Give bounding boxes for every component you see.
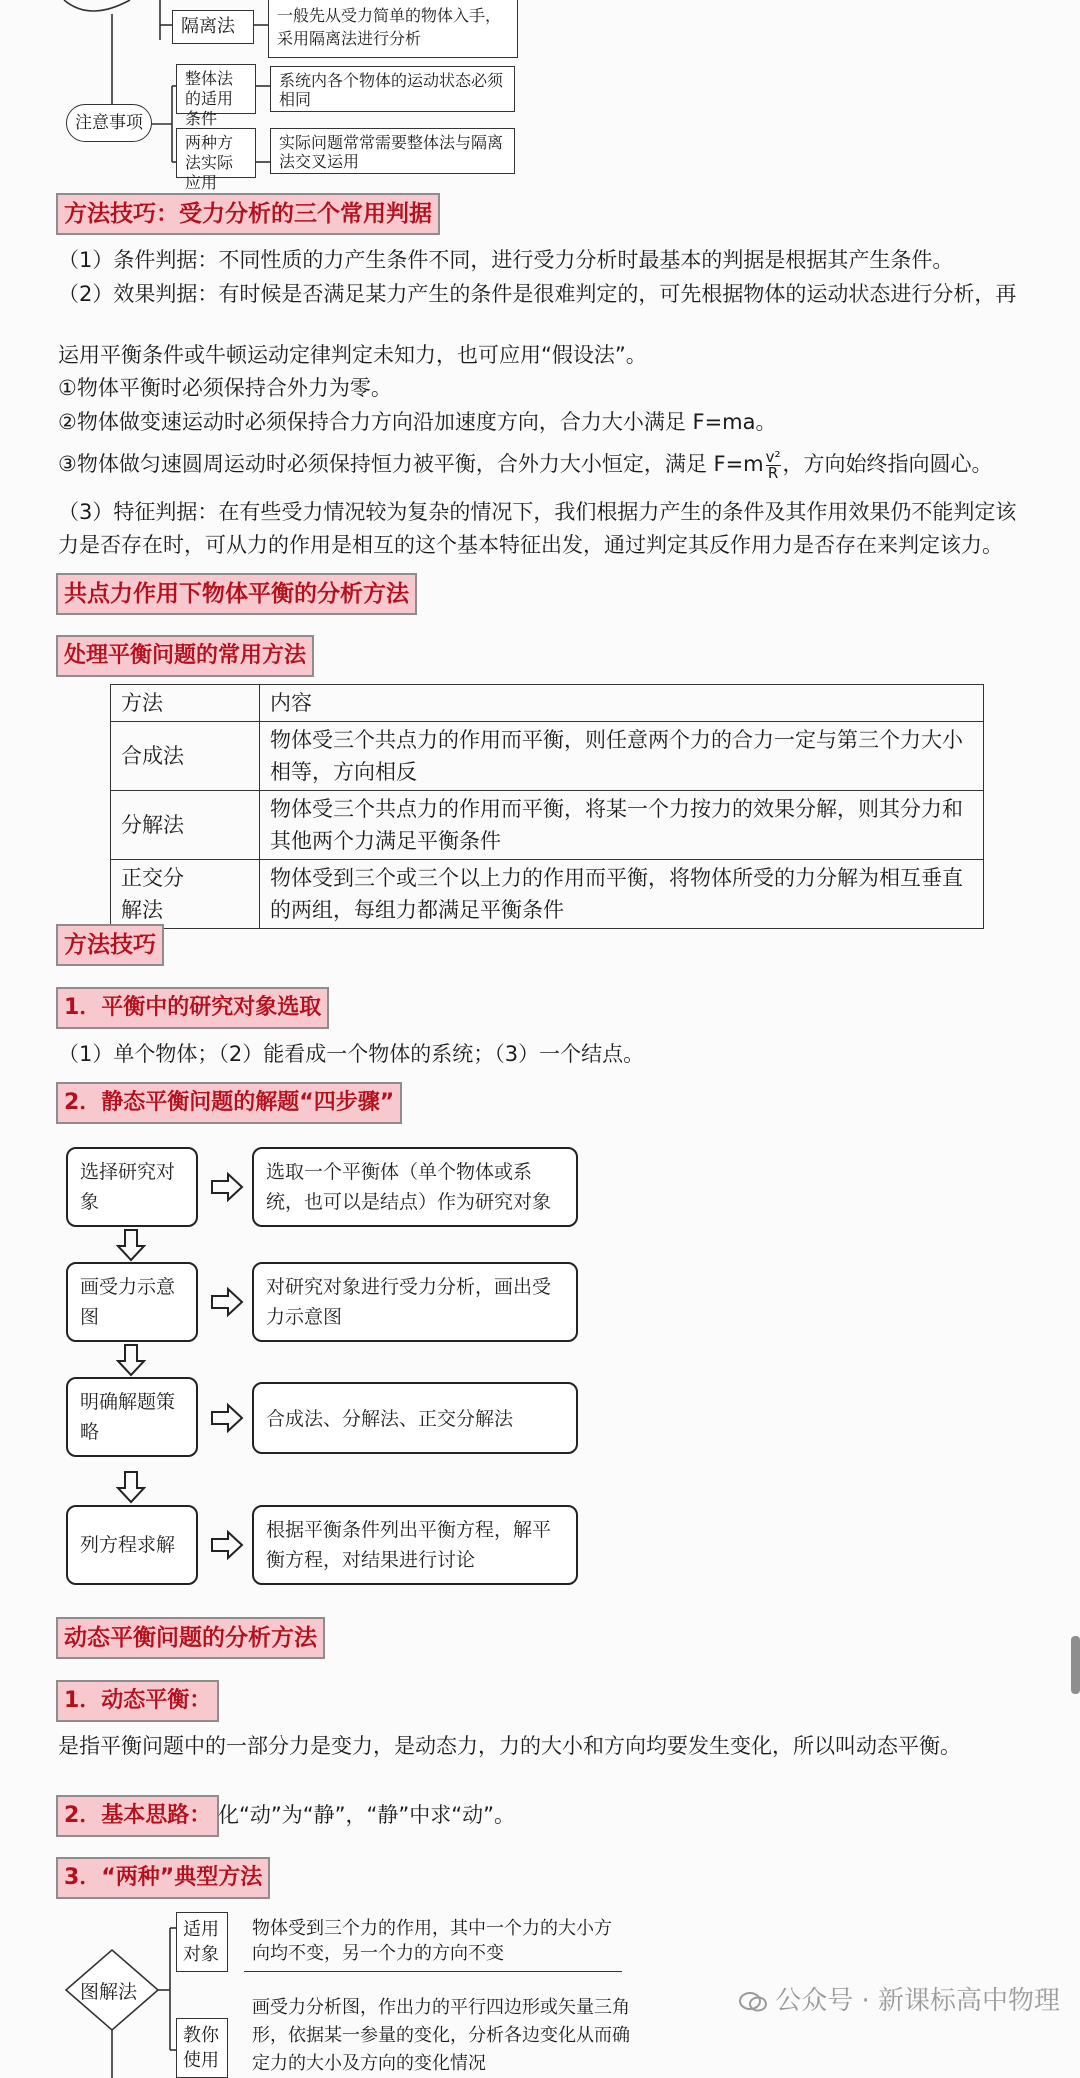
arrow-right-icon (210, 1403, 244, 1433)
cell-line: 解法 (121, 898, 163, 922)
table-header-method: 方法 (111, 685, 260, 722)
cell-line: 物体受三个共点力的作用而平衡，将某一个力按力的效果分解，则其分力和 (270, 797, 963, 821)
text-line: 化“动”为“静”，“静”中求“动”。 (218, 1803, 516, 1827)
practice-desc: 实际问题常常需要整体法与隔离法交叉运用 (270, 128, 515, 174)
table-cell-content (260, 860, 984, 929)
table-header-content: 内容 (260, 685, 984, 722)
text-line: （2）效果判据：有时候是否满足某力产生的条件是很难判定的，可先根据物体的运动状态进行分析，再 (58, 282, 1017, 306)
text-line: （1）单个物体；（2）能看成一个物体的系统；（3）一个结点。 (58, 1042, 645, 1066)
watermark-text: 公众号 · 新课标高中物理 (775, 1986, 1060, 2016)
heading-dynamic-equilibrium: 1．动态平衡： (56, 1680, 219, 1722)
scrollbar-thumb[interactable] (1071, 1636, 1080, 1694)
step-left-box: 选择研究对象 (66, 1147, 198, 1227)
heading-four-steps: 2．静态平衡问题的解题“四步骤” (56, 1082, 402, 1124)
cell-line: 物体受三个共点力的作用而平衡，则任意两个力的合力一定与第三个力大小 (270, 728, 963, 752)
step-right-box: 根据平衡条件列出平衡方程，解平衡方程，对结果进行讨论 (252, 1505, 578, 1585)
wechat-icon (739, 1991, 767, 2013)
watermark (739, 1980, 1060, 2017)
section-title-equilibrium-methods: 共点力作用下物体平衡的分析方法 (56, 573, 417, 615)
section-title-force-criteria: 方法技巧：受力分析的三个常用判据 (56, 193, 440, 235)
arrow-right-icon (210, 1530, 244, 1560)
heading-basic-idea: 2．基本思路： (56, 1795, 219, 1837)
fraction (765, 447, 781, 482)
subtitle-common-methods: 处理平衡问题的常用方法 (56, 635, 314, 677)
table-cell-content (260, 791, 984, 860)
heading-two-methods: 3．“两种”典型方法 (56, 1857, 270, 1899)
arrow-right-icon (210, 1287, 244, 1317)
whole-method-condition-desc: 系统内各个物体的运动状态必须相同 (270, 66, 515, 112)
cell-line: 物体受到三个或三个以上力的作用而平衡，将物体所受的力分解为相互垂直 (270, 866, 963, 890)
text-line: 力是否存在时，可从力的作用是相互的这个基本特征出发，通过判定其反作用力是否存在来判定该力。 (58, 533, 1003, 557)
text-line: ①物体平衡时必须保持合外力为零。 (58, 376, 392, 400)
step-right-box: 对研究对象进行受力分析，画出受力示意图 (252, 1262, 578, 1342)
how-to-use-desc: 画受力分析图，作出力的平行四边形或矢量三角形，依据某一参量的变化，分析各边变化从而确定力的大小及方向的变化情况 (252, 1997, 630, 2074)
heading-research-object: 1．平衡中的研究对象选取 (56, 987, 329, 1029)
arrow-down-icon (116, 1343, 146, 1377)
section-title-method-tips: 方法技巧 (56, 924, 164, 966)
isolation-method-box: 隔离法 (172, 10, 254, 44)
table-cell-method: 合成法 (111, 722, 260, 791)
table-cell-method (111, 860, 260, 929)
isolation-method-desc: 一般先从受力简单的物体入手，采用隔离法进行分析 (268, 0, 518, 58)
text-line (58, 446, 1040, 482)
cell-line: 正交分 (121, 866, 184, 890)
whole-method-condition-box: 整体法的适用条件 (176, 64, 256, 114)
text-segment: ，方向始终指向圆心。 (782, 452, 993, 476)
section-title-dynamic-equilibrium: 动态平衡问题的分析方法 (56, 1617, 325, 1659)
text-line: 运用平衡条件或牛顿运动定律判定未知力，也可应用“假设法”。 (58, 343, 647, 367)
step-right-box: 合成法、分解法、正交分解法 (252, 1382, 578, 1454)
table-row (111, 791, 984, 860)
arrow-down-icon (116, 1228, 146, 1262)
cell-line: 的两组，每组力都满足平衡条件 (270, 898, 564, 922)
cell-line: 其他两个力满足平衡条件 (270, 829, 501, 853)
notes-node: 注意事项 (66, 104, 152, 142)
text-line: （1）条件判据：不同性质的力产生条件不同，进行受力分析时最基本的判据是根据其产生条件。 (58, 248, 954, 272)
text-line: （3）特征判据：在有些受力情况较为复杂的情况下，我们根据力产生的条件及其作用效果仍不能判定该 (58, 500, 1017, 524)
applicable-object-box: 适用对象 (176, 1912, 228, 1972)
methods-table (110, 684, 984, 929)
step-left-box: 明确解题策略 (66, 1377, 198, 1457)
arrow-down-icon (116, 1470, 146, 1504)
table-header-row (111, 685, 984, 722)
table-row (111, 722, 984, 791)
table-cell-content (260, 722, 984, 791)
cell-line: 相等，方向相反 (270, 760, 417, 784)
step-left-box: 画受力示意图 (66, 1262, 198, 1342)
how-to-use-box: 教你使用 (176, 2018, 228, 2078)
fraction-denominator: R (767, 463, 779, 482)
applicable-object-desc: 物体受到三个力的作用，其中一个力的大小方向均不变，另一个力的方向不变 (244, 1912, 622, 1972)
text-segment: ③物体做匀速圆周运动时必须保持恒力被平衡，合外力大小恒定，满足 F=m (58, 452, 764, 476)
arrow-right-icon (210, 1172, 244, 1202)
graphical-method-root: 图解法 (80, 1981, 138, 2003)
text-line: 是指平衡问题中的一部分力是变力，是动态力，力的大小和方向均要发生变化，所以叫动态平衡。 (58, 1734, 961, 1758)
table-cell-method: 分解法 (111, 791, 260, 860)
fraction-numerator: v² (765, 447, 781, 466)
practice-box: 两种方法实际应用 (176, 128, 256, 178)
step-right-box: 选取一个平衡体（单个物体或系统，也可以是结点）作为研究对象 (252, 1147, 578, 1227)
text-line: ②物体做变速运动时必须保持合力方向沿加速度方向，合力大小满足 F=ma。 (58, 410, 777, 434)
step-left-box: 列方程求解 (66, 1505, 198, 1585)
table-row (111, 860, 984, 929)
